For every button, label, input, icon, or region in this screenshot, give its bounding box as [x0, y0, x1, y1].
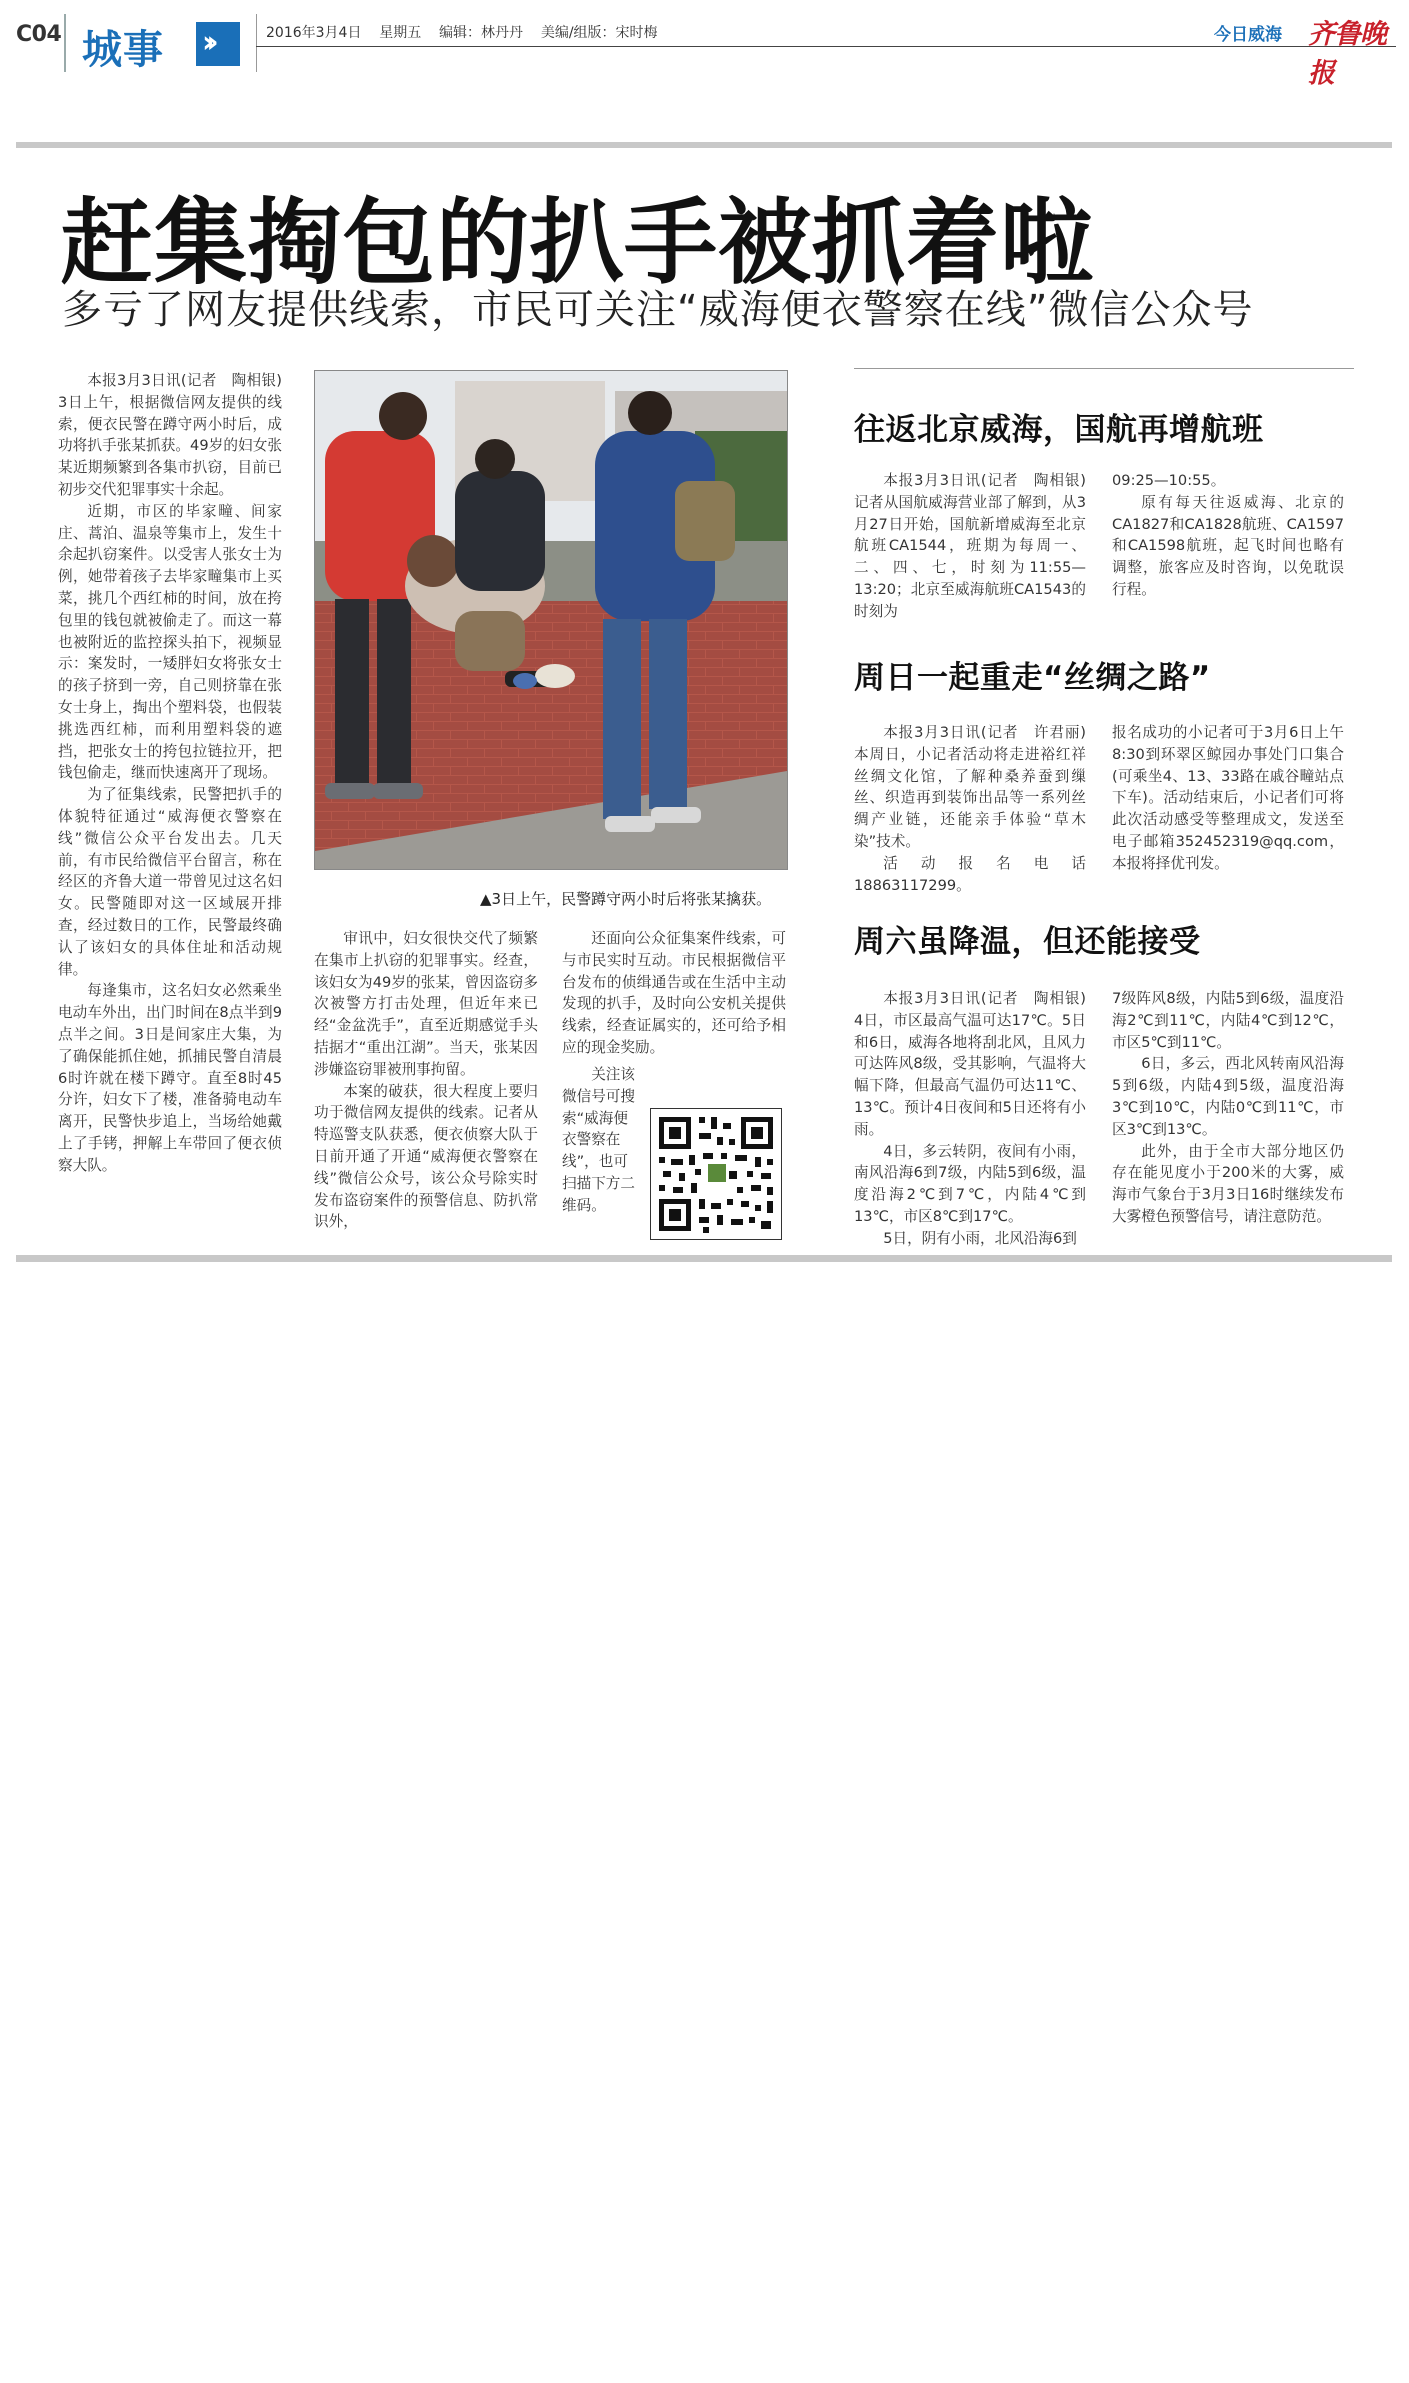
paragraph: 关注该微信号可搜索“威海便衣警察在线”，也可扫描下方二维码。: [562, 1066, 635, 1214]
article-column-2: [314, 928, 538, 1233]
article-weather-right: [1112, 988, 1344, 1228]
paragraph: 每逢集市，这名妇女必然乘坐电动车外出，出门时间在8点半到9点半之间。3日是间家庄大集，为了确保能抓住她，抓捕民警自清晨6时许就在楼下蹲守。直至8时45分许，妇女下了楼，准备骑电动车离开，民警快步追上，当场给她戴上了手铐，押解上车带回了便衣侦察大队。: [58, 982, 282, 1174]
article-silk-road-right: [1112, 722, 1344, 875]
headline: 赶集掏包的扒手被抓着啦: [60, 189, 1094, 297]
paragraph: 审讯中，妇女很快交代了频繁在集市上扒窃的犯罪事实。经查，该妇女为49岁的张某，曾因盗窃多次被警方打击处理，但近年来已经“金盆洗手”，直至近期感觉手头拮据才“重出江湖”。当天，张某因涉嫌盗窃罪被刑事拘留。: [314, 930, 538, 1078]
paragraph: 还面向公众征集案件线索，可与市民实时互动。市民根据微信平台发布的侦缉通告或在生活中主动发现的扒手，及时向公安机关提供线索，经查证属实的，还可给予相应的现金奖励。: [562, 930, 786, 1056]
paragraph: 本报3月3日讯(记者 陶相银) 记者从国航威海营业部了解到，从3月27日开始，国航新增威海至北京航班CA1544，班期为每周一、二、四、七，时刻为11:55—13:20；北京至威海航班CA1543的时刻为: [854, 472, 1101, 620]
qr-code-graphic: [651, 1109, 781, 1239]
article-flights-right: [1112, 470, 1344, 601]
subheadline: 多亏了网友提供线索，市民可关注“威海便衣警察在线”微信公众号: [62, 287, 1254, 333]
paragraph: 原有每天往返威海、北京的CA1827和CA1828航班、CA1597和CA1598航班，起飞时间也略有调整，旅客应及时咨询，以免耽误行程。: [1112, 493, 1344, 598]
paragraph: 活动报名电话18863117299。: [854, 854, 1086, 894]
bottom-rule: [16, 1255, 1392, 1262]
paragraph: 本报3月3日讯(记者 陶相银) 4日，市区最高气温可达17℃。5日和6日，威海各地将刮北风，且风力可达阵风8级，受其影响，气温将大幅下降，但最高气温仍可达11℃、13℃。预计4日夜间和5日还将有小雨。: [854, 990, 1101, 1138]
article-column-3-tail: [562, 1064, 638, 1217]
paragraph: 近期，市区的毕家疃、间家庄、蒿泊、温泉等集市上，发生十余起扒窃案件。以受害人张女士为例，她带着孩子去毕家疃集市上买菜，挑几个西红柿的时间，放在挎包里的钱包就被偷走了。而这一幕也被附近的监控探头拍下，视频显示：案发时，一矮胖妇女将张女士的孩子挤到一旁，自己则挤靠在张女士身上，掏出个塑料袋，也假装挑选西红柿，而利用塑料袋的遮挡，把张女士的挎包拉链拉开，把钱包偷走，继而快速离开了现场。: [58, 502, 282, 782]
header-rule: [256, 46, 1396, 47]
article-column-1: [58, 370, 297, 1176]
article-flights-left: [854, 470, 1101, 623]
article-title-weather: 周六虽降温，但还能接受: [854, 924, 1201, 960]
paragraph: 4日，多云转阴，夜间有小雨，南风沿海6到7级，内陆5到6级，温度沿海2℃到7℃，内陆4℃到13℃，市区8℃到17℃。: [854, 1142, 1086, 1225]
paragraph: 报名成功的小记者可于3月6日上午8:30到环翠区鲸园办事处门口集合(可乘坐4、13、33路在戚谷疃站点下车)。活动结束后，小记者们可将此次活动感受等整理成文，发送至电子邮箱352452319@qq.com，本报将择优刊发。: [1112, 724, 1344, 872]
paragraph: 5日，阴有小雨，北风沿海6到: [883, 1229, 1077, 1247]
paragraph: 本案的破获，很大程度上要归功于微信网友提供的线索。记者从特巡警支队获悉，便衣侦察大队于日前开通了开通“威海便衣警察在线”微信公众号，该公众号除实时发布盗窃案件的预警信息、防扒常识外，: [314, 1082, 538, 1231]
header-divider: [256, 14, 257, 72]
paragraph: 09:25—10:55。: [1112, 472, 1226, 489]
page-number: C04: [16, 22, 62, 47]
issue-meta: 2016年3月4日 星期五 编辑：林丹丹 美编/组版：宋时梅: [266, 25, 658, 41]
paragraph: 此外，由于全市大部分地区仍存在能见度小于200米的大雾，威海市气象台于3月3日16时继续发布大雾橙色预警信号，请注意防范。: [1112, 1142, 1344, 1225]
article-weather-left: [854, 988, 1101, 1250]
top-rule: [16, 142, 1392, 148]
header-divider: [64, 14, 66, 72]
edition-label: 今日威海: [1214, 25, 1282, 45]
paragraph: 7级阵风8级，内陆5到6级，温度沿海2℃到11℃，内陆4℃到12℃，市区5℃到11℃。: [1112, 990, 1344, 1051]
article-silk-road-left: [854, 722, 1101, 896]
article-title-flights: 往返北京威海，国航再增航班: [854, 412, 1264, 448]
paragraph: 6日，多云，西北风转南风沿海5到6级，内陆4到5级，温度沿海3℃到10℃，内陆0℃到11℃，市区3℃到13℃。: [1112, 1055, 1344, 1138]
article-title-silk-road: 周日一起重走“丝绸之路”: [854, 660, 1211, 696]
qr-code-icon: [650, 1108, 782, 1240]
column-rule: [854, 368, 1354, 369]
news-photo: [314, 370, 788, 870]
double-chevron-right-icon: ››: [196, 22, 240, 66]
paragraph: 本报3月3日讯(记者 许君丽) 本周日，小记者活动将走进裕红祥丝绸文化馆，了解种桑养蚕到缫丝、织造再到装饰出品等一系列丝绸产业链，还能亲手体验“草木染”技术。: [854, 724, 1101, 850]
paragraph: 本报3月3日讯(记者 陶相银) 3日上午，根据微信网友提供的线索，便衣民警在蹲守两小时后，成功将扒手张某抓获。49岁的妇女张某近期频繁到各集市扒窃，目前已初步交代犯罪事实十余起。: [58, 372, 297, 498]
photo-caption: ▲3日上午，民警蹲守两小时后将张某擒获。: [480, 890, 772, 908]
article-column-3: [562, 928, 786, 1059]
section-title: 城事: [82, 27, 164, 73]
arrest-scene-illustration: [315, 371, 787, 869]
newspaper-logo: 齐鲁晚报: [1308, 19, 1386, 89]
paragraph: 为了征集线索，民警把扒手的体貌特征通过“威海便衣警察在线”微信公众平台发出去。几天前，有市民给微信平台留言，称在经区的齐鲁大道一带曾见过这名妇女。民警随即对这一区域展开排查，经过数日的工作，民警最终确认了该妇女的具体住址和活动规律。: [58, 786, 282, 978]
